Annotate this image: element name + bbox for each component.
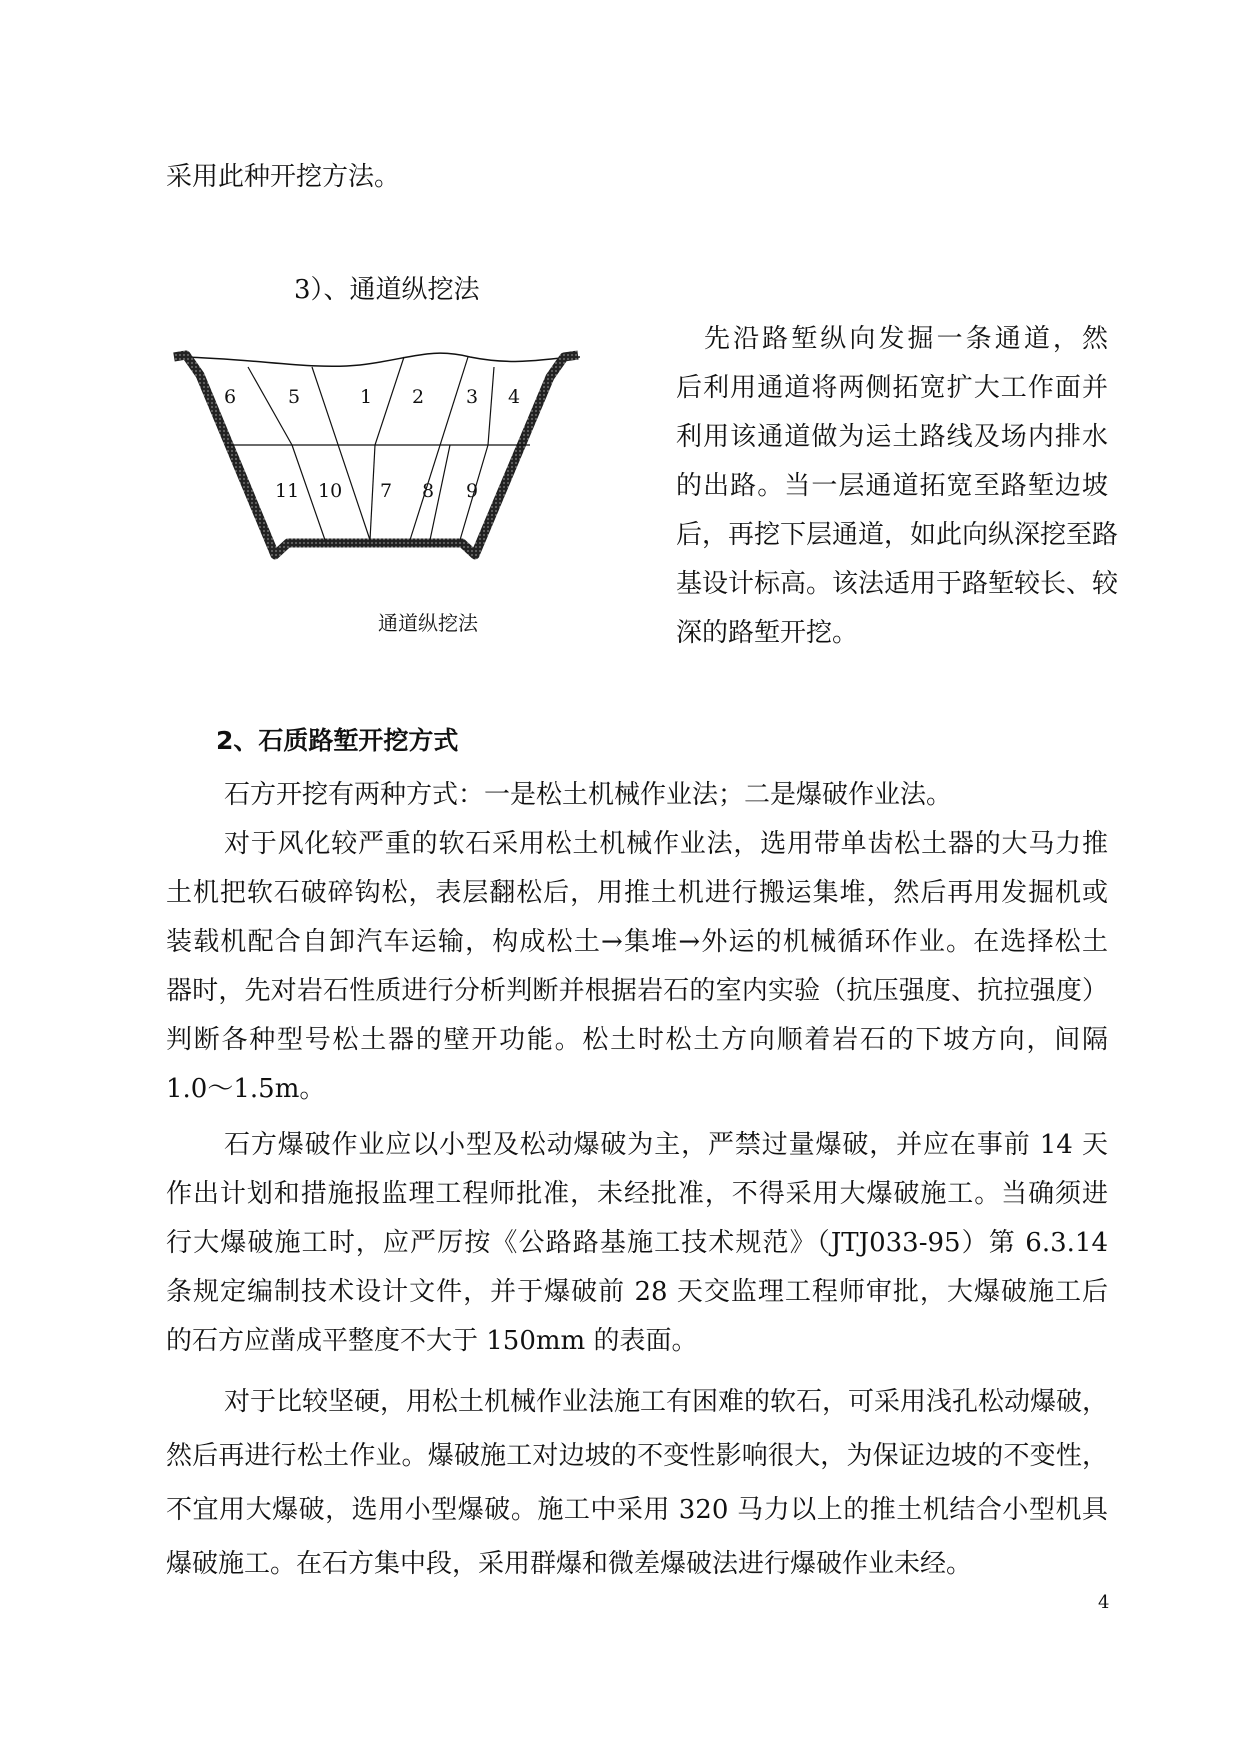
zone-label: 11 bbox=[275, 480, 300, 502]
paragraph-line: 判断各种型号松土器的壁开功能。松土时松土方向顺着岩石的下坡方向，间隔 bbox=[166, 1025, 1108, 1055]
paragraph-line: 爆破施工。在石方集中段，采用群爆和微差爆破法进行爆破作业未经。 bbox=[166, 1549, 973, 1579]
channel-excavation-diagram bbox=[170, 345, 660, 585]
page-number: 4 bbox=[1098, 1592, 1110, 1613]
zone-label: 5 bbox=[288, 386, 301, 408]
method-title: 3）、通道纵挖法 bbox=[294, 275, 480, 305]
paragraph-line: 然后再进行松土作业。爆破施工对边坡的不变性影响很大，为保证边坡的不变性， bbox=[166, 1441, 1108, 1471]
intro-line: 采用此种开挖方法。 bbox=[166, 162, 401, 192]
paragraph-line: 行大爆破施工时，应严厉按《公路路基施工技术规范》（JTJ033-95）第 6.3.14 bbox=[166, 1228, 1108, 1258]
side-text-line: 后利用通道将两侧拓宽扩大工作面并 bbox=[676, 373, 1108, 403]
paragraph-line: 器时，先对岩石性质进行分析判断并根据岩石的室内实验（抗压强度、抗拉强度） bbox=[166, 976, 1108, 1006]
zone-label: 4 bbox=[508, 386, 521, 408]
paragraph-line: 条规定编制技术设计文件，并于爆破前 28 天交监理工程师审批，大爆破施工后 bbox=[166, 1277, 1108, 1307]
excavation-outline bbox=[174, 355, 578, 555]
paragraph-line: 对于比较坚硬，用松土机械作业法施工有困难的软石，可采用浅孔松动爆破， bbox=[224, 1387, 1109, 1417]
paragraph-line: 不宜用大爆破，选用小型爆破。施工中采用 320 马力以上的推土机结合小型机具 bbox=[166, 1495, 1108, 1525]
zone-label: 7 bbox=[380, 480, 393, 502]
side-text-line: 利用该通道做为运土路线及场内排水 bbox=[676, 422, 1108, 452]
zone-label: 3 bbox=[466, 386, 479, 408]
side-text-line: 后，再挖下层通道，如此向纵深挖至路 bbox=[676, 520, 1119, 550]
zone-label: 9 bbox=[466, 480, 479, 502]
paragraph-line: 的石方应凿成平整度不大于 150mm 的表面。 bbox=[166, 1326, 698, 1356]
figure-caption: 通道纵挖法 bbox=[378, 611, 478, 635]
side-text-line: 先沿路堑纵向发掘一条通道，然 bbox=[704, 324, 1108, 354]
paragraph-line: 作出计划和措施报监理工程师批准，未经批准，不得采用大爆破施工。当确须进 bbox=[166, 1179, 1108, 1209]
paragraph-line: 1.0～1.5m。 bbox=[166, 1074, 326, 1104]
zone-label: 10 bbox=[318, 480, 343, 502]
paragraph-line: 石方开挖有两种方式：一是松土机械作业法；二是爆破作业法。 bbox=[224, 780, 953, 810]
side-text-line: 基设计标高。该法适用于路堑较长、较 bbox=[676, 569, 1119, 599]
paragraph-line: 对于风化较严重的软石采用松土机械作业法，选用带单齿松土器的大马力推 bbox=[224, 829, 1108, 859]
zone-label: 8 bbox=[422, 480, 435, 502]
zone-label: 1 bbox=[360, 386, 373, 408]
zone-label: 2 bbox=[412, 386, 425, 408]
side-text-line: 深的路堑开挖。 bbox=[676, 618, 859, 648]
ground-surface-line bbox=[182, 353, 580, 366]
zone-label: 6 bbox=[224, 386, 237, 408]
side-text-line: 的出路。当一层通道拓宽至路堑边坡 bbox=[676, 471, 1108, 501]
paragraph-line: 石方爆破作业应以小型及松动爆破为主，严禁过量爆破，并应在事前 14 天 bbox=[224, 1130, 1108, 1160]
paragraph-line: 土机把软石破碎钩松，表层翻松后，用推土机进行搬运集堆，然后再用发掘机或 bbox=[166, 878, 1108, 908]
section-heading: 2、石质路堑开挖方式 bbox=[216, 726, 459, 755]
paragraph-line: 装载机配合自卸汽车运输，构成松土→集堆→外运的机械循环作业。在选择松土 bbox=[166, 927, 1108, 957]
